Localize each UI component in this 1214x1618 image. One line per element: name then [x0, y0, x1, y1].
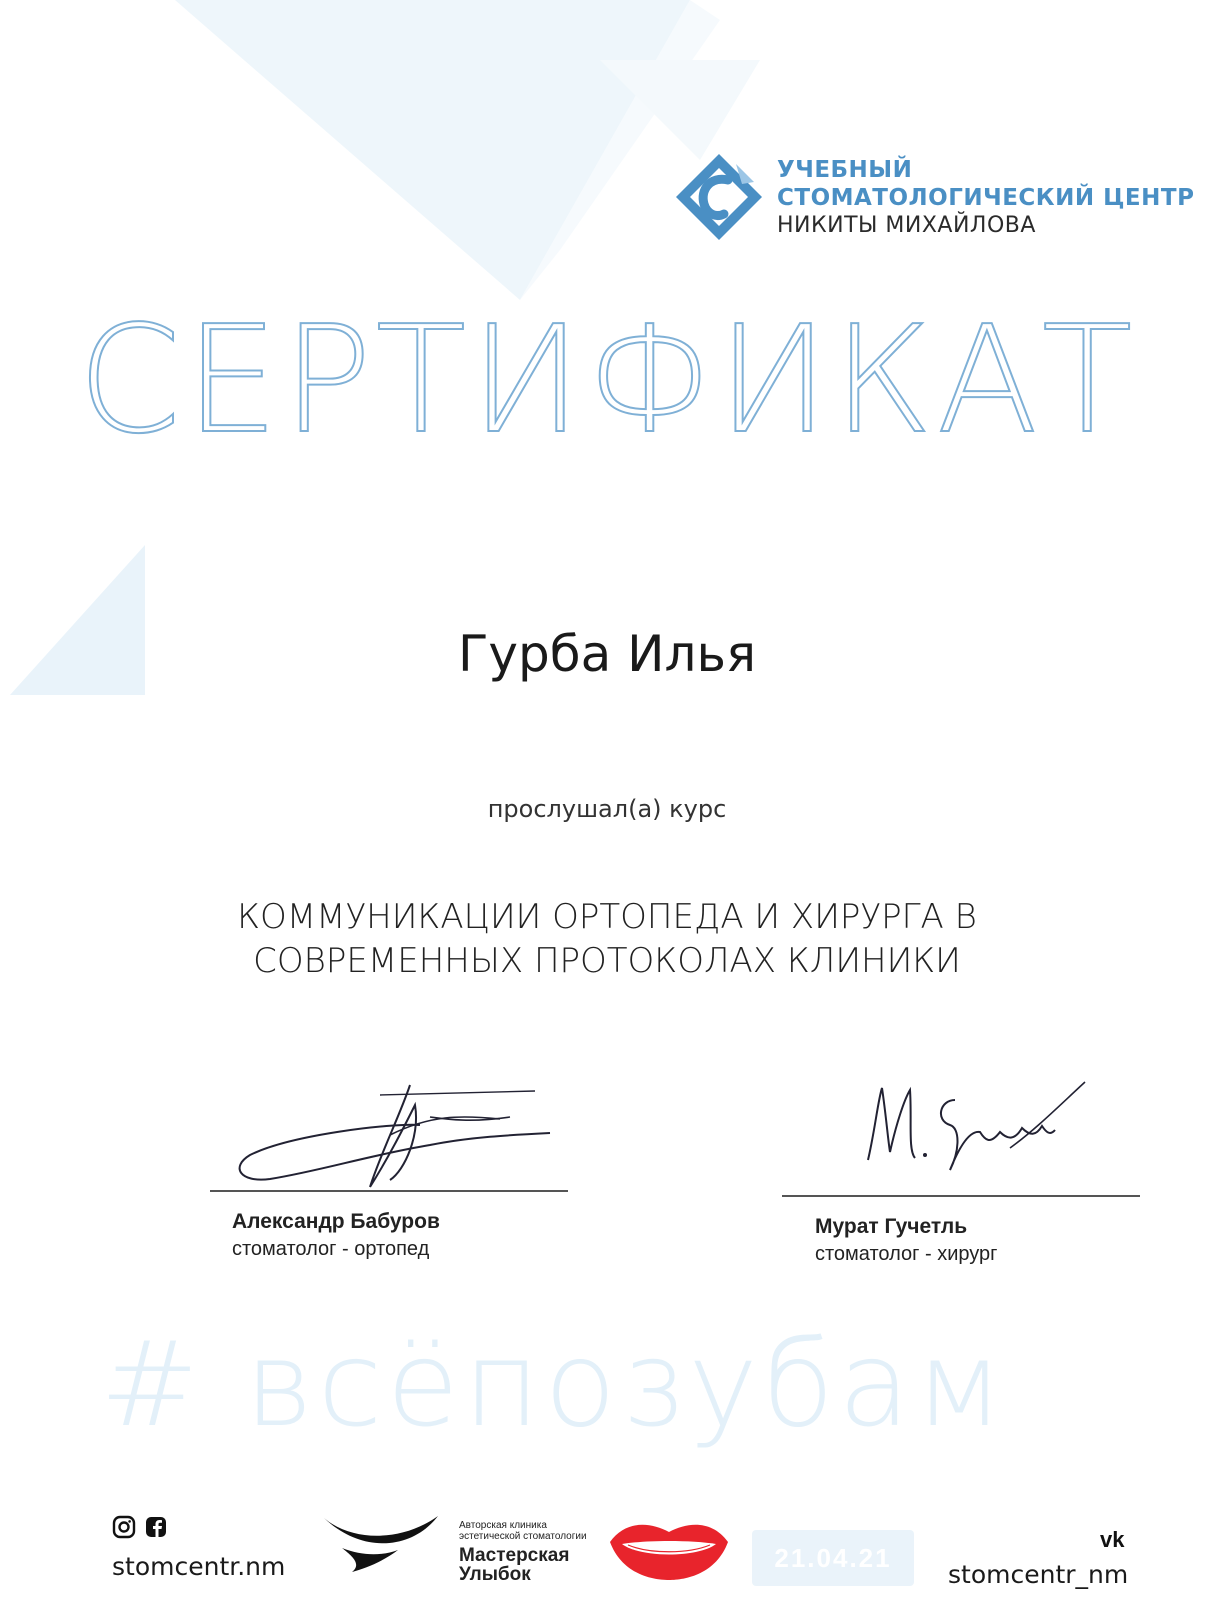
signatory-1-name: Александр Бабуров — [232, 1210, 440, 1233]
completion-text: прослушал(а) курс — [487, 795, 727, 823]
clinic-tagline-line-2: эстетической стоматологии — [459, 1531, 587, 1542]
instagram-icon[interactable] — [114, 1517, 134, 1537]
clinic-name-line-2: Улыбок — [459, 1564, 531, 1585]
lips-icon — [606, 1516, 732, 1582]
clinic-name — [459, 1546, 569, 1584]
clinic-tagline — [459, 1520, 587, 1542]
social-icons — [112, 1515, 172, 1545]
logo-line-1: УЧЕБНЫЙ — [777, 157, 913, 183]
logo-line-3: НИКИТЫ МИХАЙЛОВА — [777, 213, 1036, 238]
clinic-name-line-1: Мастерская — [459, 1545, 570, 1566]
course-title-line-2: СОВРЕМЕННЫХ ПРОТОКОЛАХ КЛИНИКИ — [253, 941, 961, 981]
logo-line-2: СТОМАТОЛОГИЧЕСКИЙ ЦЕНТР — [777, 185, 1195, 211]
date-badge: 21.04.21 — [752, 1530, 914, 1586]
vk-icon[interactable]: vk — [1100, 1527, 1125, 1552]
signature-line-1 — [210, 1190, 568, 1192]
signature-2 — [860, 1070, 1090, 1180]
recipient-name: Гурба Илья — [457, 625, 757, 683]
signatory-2-role: стоматолог - хирург — [815, 1243, 998, 1265]
facebook-icon[interactable] — [146, 1517, 166, 1537]
signature-line-2 — [782, 1195, 1140, 1197]
signatory-2-name: Мурат Гучетль — [815, 1215, 968, 1238]
logo-text — [777, 156, 1194, 240]
signatory-1-role: стоматолог - ортопед — [232, 1238, 430, 1260]
social-handle-right[interactable]: stomcentr_nm — [948, 1560, 1129, 1589]
logo-icon — [676, 154, 762, 240]
certificate-title: СЕРТИФИКАТ — [77, 294, 1137, 466]
social-handle-left[interactable]: stomcentr.nm — [112, 1552, 286, 1581]
clinic-tagline-line-1: Авторская клиника — [459, 1520, 547, 1531]
smile-logo-icon — [322, 1508, 440, 1578]
course-title-line-1: КОММУНИКАЦИИ ОРТОПЕДА И ХИРУРГА В — [237, 897, 977, 937]
course-title — [0, 895, 1214, 983]
signature-1 — [230, 1075, 560, 1195]
hashtag-watermark: # всёпозубам — [100, 1315, 1008, 1453]
